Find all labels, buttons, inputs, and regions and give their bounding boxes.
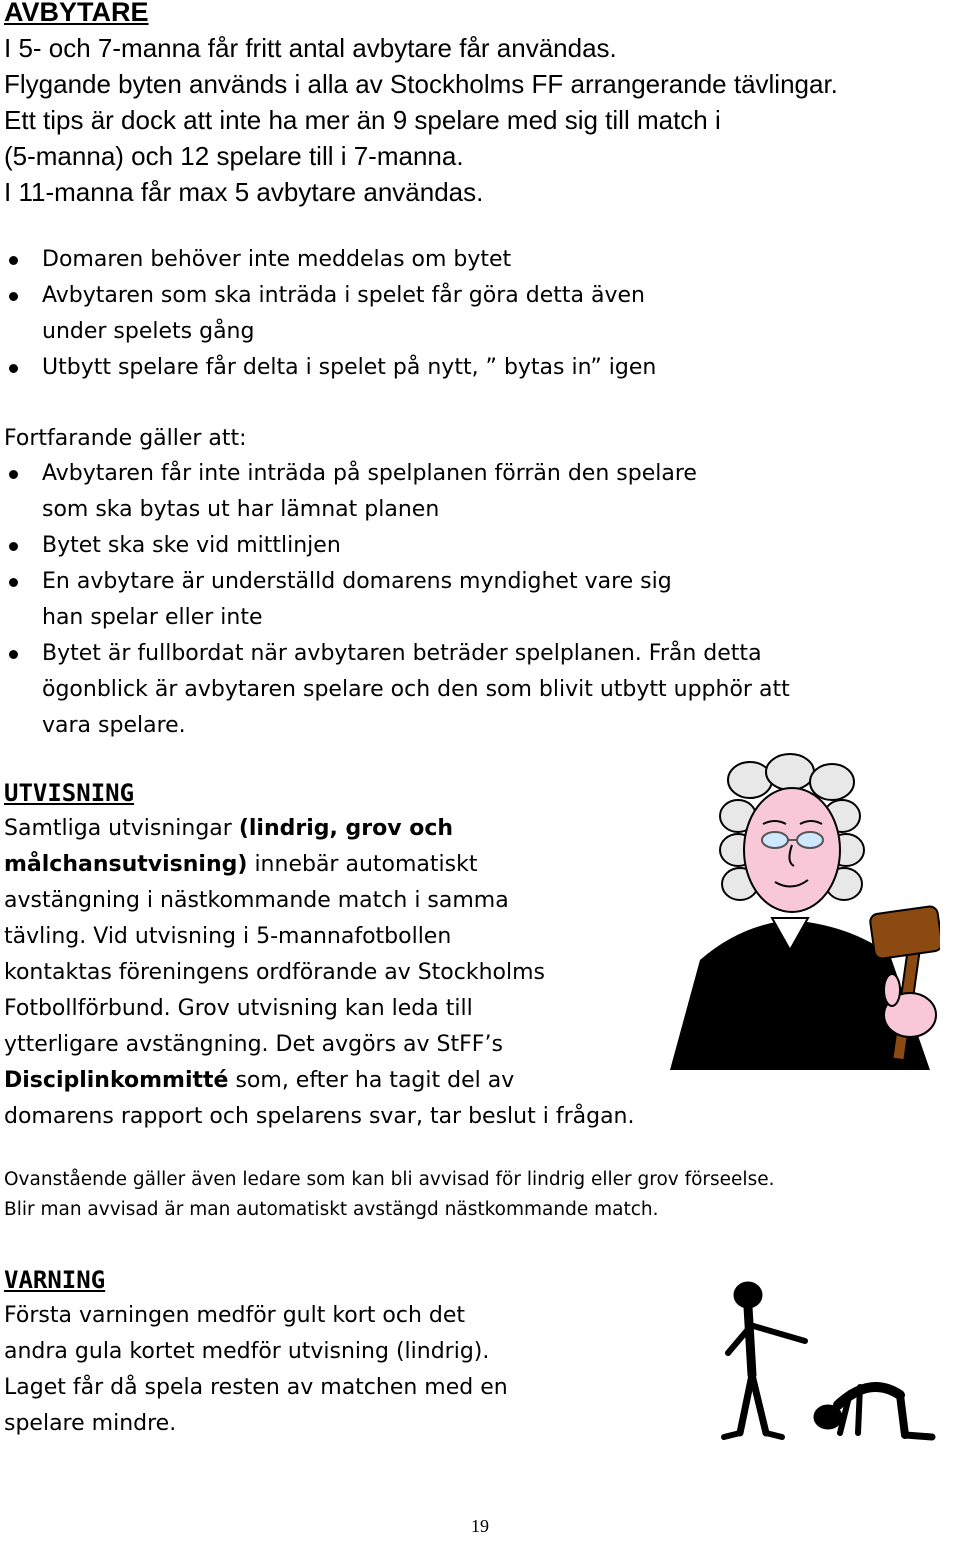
varning-line: andra gula kortet medför utvisning (lindrig). bbox=[4, 1339, 490, 1364]
varning-text bbox=[4, 1298, 508, 1442]
note-line: Ovanstående gäller även ledare som kan bli avvisad för lindrig eller grov förseelse. bbox=[4, 1169, 775, 1190]
bullet-icon bbox=[9, 542, 18, 551]
text-span: Samtliga utvisningar bbox=[4, 816, 239, 841]
intro-line: I 11-manna får max 5 avbytare användas. bbox=[4, 177, 484, 207]
avbytare-bullet-list bbox=[42, 242, 656, 386]
list-item bbox=[42, 528, 790, 564]
utvisning-line bbox=[4, 847, 635, 883]
utvisning-line: domarens rapport och spelarens svar, tar beslut i frågan. bbox=[4, 1104, 635, 1129]
bullet-text: vara spelare. bbox=[42, 713, 186, 738]
fortfarande-bullet-list bbox=[42, 456, 790, 744]
bold-span: (lindrig, grov och bbox=[238, 816, 454, 841]
bullet-text: Bytet är fullbordat när avbytaren beträder spelplanen. Från detta bbox=[42, 641, 762, 666]
utvisning-line: kontaktas föreningens ordförande av Stockholms bbox=[4, 960, 546, 985]
bullet-text: under spelets gång bbox=[42, 319, 255, 344]
utvisning-line bbox=[4, 811, 635, 847]
bullet-icon bbox=[9, 578, 18, 587]
utvisning-line bbox=[4, 1063, 635, 1099]
utvisning-line: avstängning i nästkommande match i samma bbox=[4, 888, 509, 913]
avbytare-heading: AVBYTARE bbox=[4, 0, 149, 27]
intro-line: Ett tips är dock att inte ha mer än 9 spelare med sig till match i bbox=[4, 105, 721, 135]
list-item bbox=[42, 636, 790, 744]
list-item bbox=[42, 456, 790, 528]
utvisning-line: tävling. Vid utvisning i 5-mannafotbollen bbox=[4, 924, 452, 949]
varning-line: Första varningen medför gult kort och det bbox=[4, 1303, 466, 1328]
bullet-icon bbox=[9, 364, 18, 373]
bullet-icon bbox=[9, 470, 18, 479]
bullet-icon bbox=[9, 650, 18, 659]
bullet-text: Bytet ska ske vid mittlinjen bbox=[42, 533, 341, 558]
judge-illustration bbox=[640, 750, 940, 1080]
text-span: som, efter ha tagit del av bbox=[228, 1068, 515, 1093]
varning-heading: VARNING bbox=[4, 1266, 106, 1294]
bullet-icon bbox=[9, 292, 18, 301]
bullet-text: som ska bytas ut har lämnat planen bbox=[42, 497, 440, 522]
utvisning-line: Fotbollförbund. Grov utvisning kan leda till bbox=[4, 996, 473, 1021]
utvisning-heading: UTVISNING bbox=[4, 779, 135, 807]
bullet-text: ögonblick är avbytaren spelare och den som blivit utbytt upphör att bbox=[42, 677, 790, 702]
intro-line: Flygande byten används i alla av Stockholms FF arrangerande tävlingar. bbox=[4, 69, 838, 99]
varning-line: Laget får då spela resten av matchen med en bbox=[4, 1375, 508, 1400]
ledare-note bbox=[4, 1165, 774, 1225]
bullet-text: Avbytaren som ska inträda i spelet får göra detta även bbox=[42, 283, 645, 308]
fortfarande-label: Fortfarande gäller att: bbox=[4, 426, 247, 451]
list-item bbox=[42, 564, 790, 636]
list-item bbox=[42, 350, 656, 386]
list-item bbox=[42, 278, 656, 350]
bold-span: målchansutvisning) bbox=[4, 852, 248, 877]
utvisning-text bbox=[4, 811, 635, 1135]
text-span: innebär automatiskt bbox=[247, 852, 478, 877]
bullet-icon bbox=[9, 256, 18, 265]
note-line: Blir man avvisad är man automatiskt avstängd nästkommande match. bbox=[4, 1199, 659, 1220]
intro-line: (5-manna) och 12 spelare till i 7-manna. bbox=[4, 141, 464, 171]
avbytare-intro bbox=[4, 30, 838, 210]
bullet-text: En avbytare är underställd domarens myndighet vare sig bbox=[42, 569, 672, 594]
stick-figures-illustration bbox=[710, 1275, 940, 1455]
bold-span: Disciplinkommitté bbox=[4, 1068, 229, 1093]
list-item bbox=[42, 242, 656, 278]
bullet-text: han spelar eller inte bbox=[42, 605, 263, 630]
varning-line: spelare mindre. bbox=[4, 1411, 177, 1436]
utvisning-line: ytterligare avstängning. Det avgörs av StFF’s bbox=[4, 1032, 503, 1057]
bullet-text: Utbytt spelare får delta i spelet på nytt, ” bytas in” igen bbox=[42, 355, 657, 380]
bullet-text: Avbytaren får inte inträda på spelplanen förrän den spelare bbox=[42, 461, 697, 486]
intro-line: I 5- och 7-manna får fritt antal avbytare får användas. bbox=[4, 33, 617, 63]
bullet-text: Domaren behöver inte meddelas om bytet bbox=[42, 247, 512, 272]
page-number: 19 bbox=[471, 1516, 489, 1536]
